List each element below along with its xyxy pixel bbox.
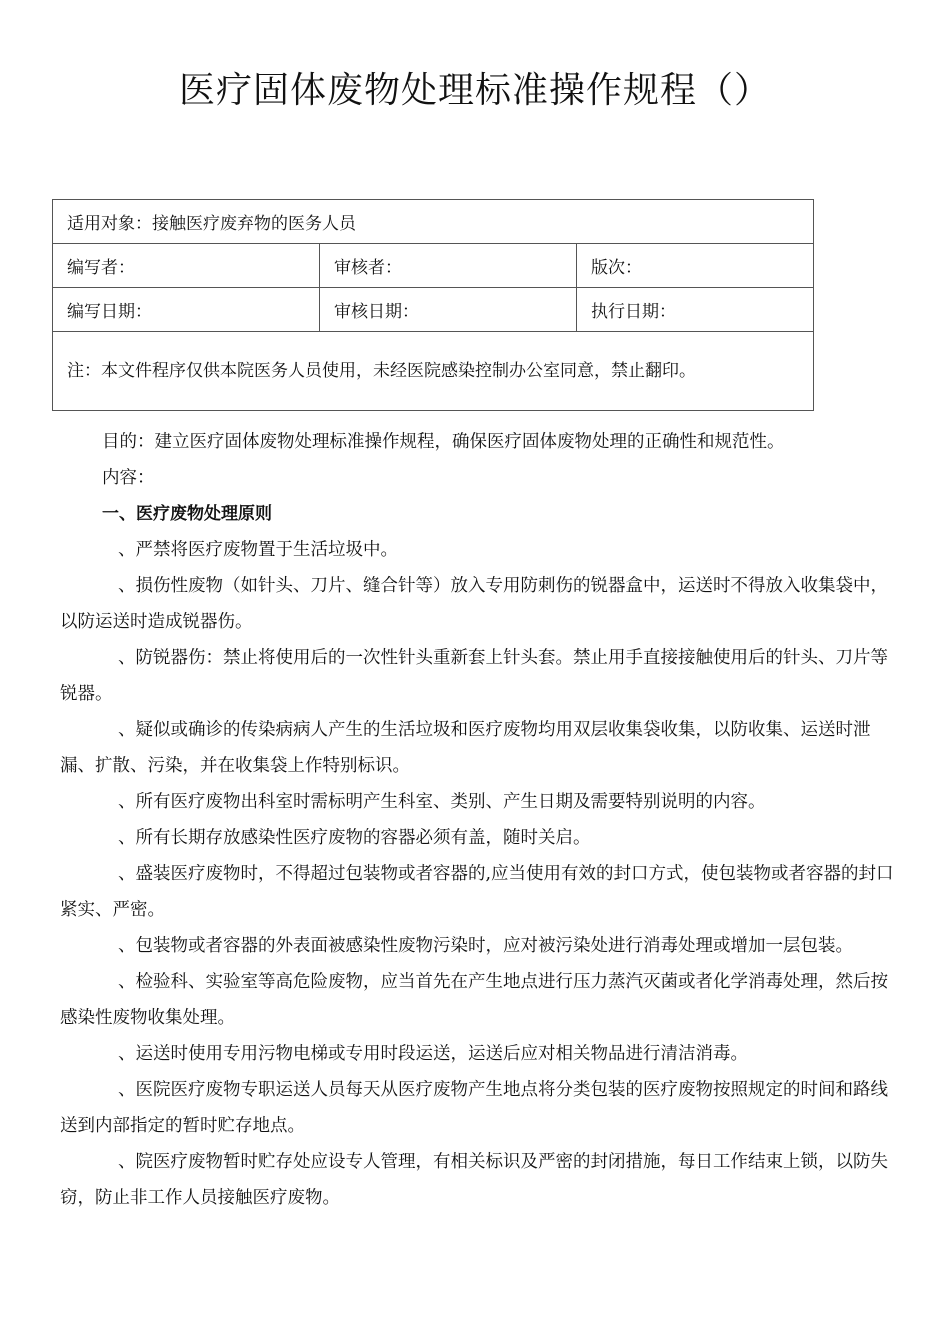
- list-item: 、院医疗废物暂时贮存处应设专人管理，有相关标识及严密的封闭措施，每日工作结束上锁，以防失窃，防止非工作人员接触医疗废物。: [60, 1152, 888, 1208]
- note-cell: 注：本文件程序仅供本院医务人员使用，未经医院感染控制办公室同意，禁止翻印。: [53, 332, 814, 411]
- list-item: 、疑似或确诊的传染病病人产生的生活垃圾和医疗废物均用双层收集袋收集，以防收集、运送时泄漏、扩散、污染，并在收集袋上作特别标识。: [60, 720, 871, 776]
- reviewer-cell: 审核者：: [320, 244, 577, 288]
- list-item: 、严禁将医疗废物置于生活垃圾中。: [118, 540, 398, 560]
- list-item: 、医院医疗废物专职运送人员每天从医疗废物产生地点将分类包装的医疗废物按照规定的时间和路线送到内部指定的暂时贮存地点。: [60, 1080, 888, 1136]
- list-item: 、检验科、实验室等高危险废物，应当首先在产生地点进行压力蒸汽灭菌或者化学消毒处理，然后按感染性废物收集处理。: [60, 972, 888, 1028]
- version-cell: 版次：: [577, 244, 814, 288]
- review-date-cell: 审核日期：: [320, 288, 577, 332]
- write-date-cell: 编写日期：: [53, 288, 320, 332]
- document-body: [60, 424, 900, 1216]
- author-cell: 编写者：: [53, 244, 320, 288]
- section-heading: 一、医疗废物处理原则: [102, 504, 272, 524]
- list-item: 、所有医疗废物出科室时需标明产生科室、类别、产生日期及需要特别说明的内容。: [118, 792, 766, 812]
- purpose-paragraph: 目的：建立医疗固体废物处理标准操作规程，确保医疗固体废物处理的正确性和规范性。: [102, 432, 785, 452]
- list-item: 、包装物或者容器的外表面被感染性废物污染时，应对被污染处进行消毒处理或增加一层包装。: [118, 936, 853, 956]
- list-item: 、损伤性废物（如针头、刀片、缝合针等）放入专用防刺伤的锐器盒中，运送时不得放入收集袋中，以防运送时造成锐器伤。: [60, 576, 888, 632]
- document-title: 医疗固体废物处理标准操作规程（）: [178, 70, 771, 111]
- list-item: 、运送时使用专用污物电梯或专用时段运送，运送后应对相关物品进行清洁消毒。: [118, 1044, 748, 1064]
- content-label: 内容：: [102, 468, 155, 488]
- list-item: 、所有长期存放感染性医疗废物的容器必须有盖，随时关启。: [118, 828, 591, 848]
- applicable-cell: 适用对象：接触医疗废弃物的医务人员: [53, 200, 814, 244]
- list-item: 、防锐器伤：禁止将使用后的一次性针头重新套上针头套。禁止用手直接接触使用后的针头、刀片等锐器。: [60, 648, 888, 704]
- list-item: 、盛装医疗废物时，不得超过包装物或者容器的,应当使用有效的封口方式，使包装物或者容器的封口紧实、严密。: [60, 864, 894, 920]
- exec-date-cell: 执行日期：: [577, 288, 814, 332]
- document-info-table: [52, 199, 814, 411]
